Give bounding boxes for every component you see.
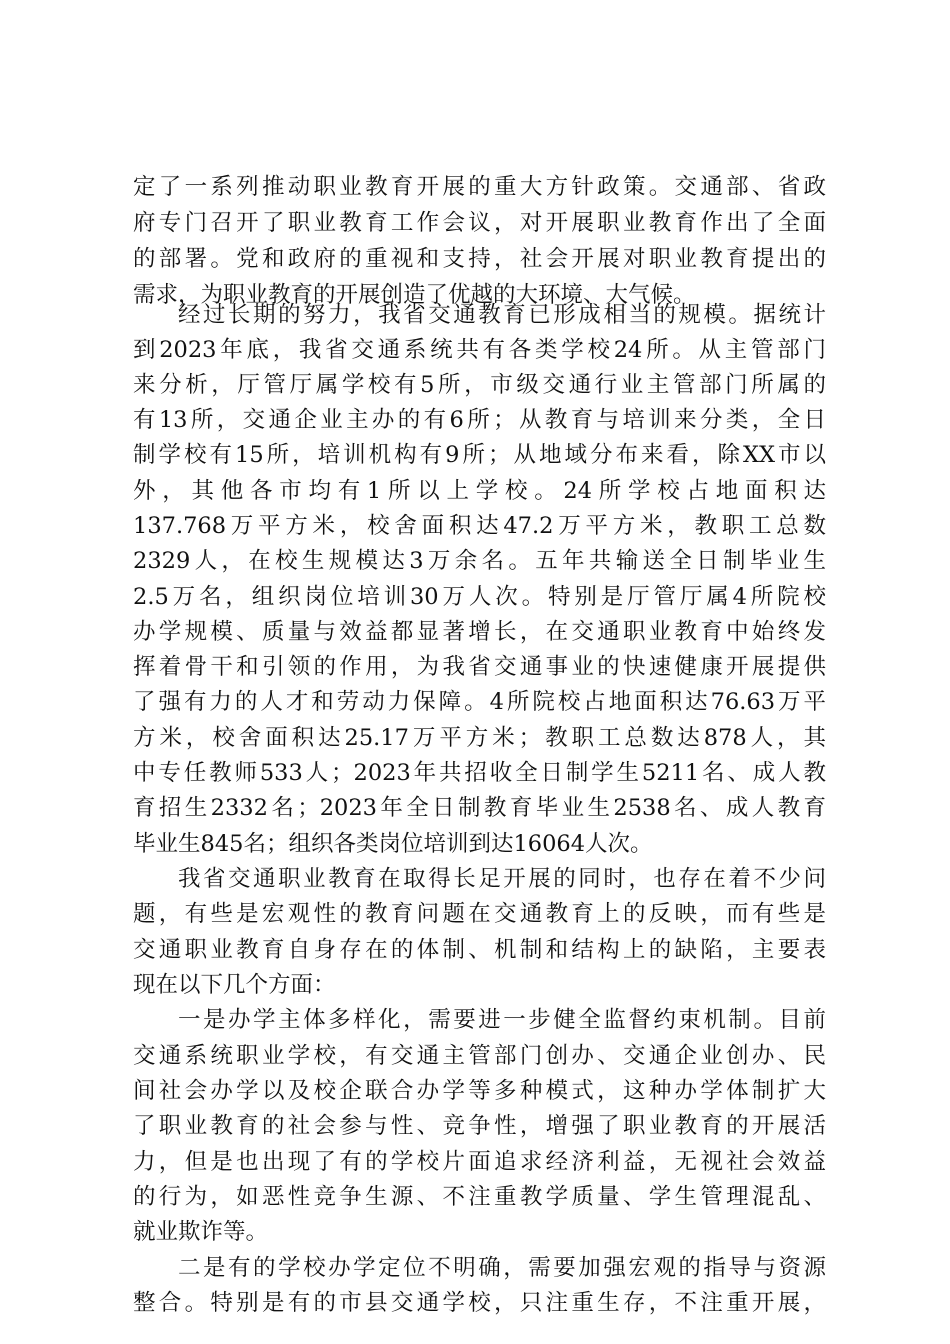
paragraph-first-line: 我省交通职业教育在取得长足开展的同时，也存在着不少问 xyxy=(178,866,826,892)
text-line: 现在以下几个方面： xyxy=(133,972,336,998)
text-line: 有13所，交通企业主办的有6所；从教育与培训来分类，全日 xyxy=(133,407,826,433)
text-line: 府专门召开了职业教育工作会议，对开展职业教育作出了全面 xyxy=(133,210,826,236)
text-line: 就业欺诈等。 xyxy=(133,1219,269,1245)
text-line: 方米，校舍面积达25.17万平方米；教职工总数达878人，其 xyxy=(133,725,826,751)
paragraph-first-line: 经过长期的努力，我省交通教育已形成相当的规模。据统计 xyxy=(178,302,826,328)
text-line: 整合。特别是有的市县交通学校，只注重生存，不注重开展， xyxy=(133,1290,826,1316)
text-line: 外，其他各市均有1所以上学校。24所学校占地面积达 xyxy=(133,478,826,504)
text-line: 定了一系列推动职业教育开展的重大方针政策。交通部、省政 xyxy=(133,174,826,200)
paragraph-first-line: 一是办学主体多样化，需要进一步健全监督约束机制。目前 xyxy=(178,1007,826,1033)
text-line: 间社会办学以及校企联合办学等多种模式，这种办学体制扩大 xyxy=(133,1078,826,1104)
text-line: 到2023年底，我省交通系统共有各类学校24所。从主管部门 xyxy=(133,337,826,363)
text-line: 题，有些是宏观性的教育问题在交通教育上的反映，而有些是 xyxy=(133,901,826,927)
text-line: 交通职业教育自身存在的体制、机制和结构上的缺陷，主要表 xyxy=(133,937,826,963)
text-line: 制学校有15所，培训机构有9所；从地域分布来看，除XX市以 xyxy=(133,442,826,468)
text-line: 2329人，在校生规模达3万余名。五年共输送全日制毕业生 xyxy=(133,548,826,574)
text-line: 毕业生845名；组织各类岗位培训到达16064人次。 xyxy=(133,831,653,857)
text-line: 的行为，如恶性竞争生源、不注重教学质量、学生管理混乱、 xyxy=(133,1184,826,1210)
text-line: 育招生2332名；2023年全日制教育毕业生2538名、成人教育 xyxy=(133,795,826,821)
text-line: 需求，为职业教育的开展创造了优越的大环境、大气候。 xyxy=(133,282,696,308)
text-line: 了职业教育的社会参与性、竞争性，增强了职业教育的开展活 xyxy=(133,1113,826,1139)
text-line: 137.768万平方米，校舍面积达47.2万平方米，教职工总数 xyxy=(133,513,826,539)
text-line: 力，但是也出现了有的学校片面追求经济利益，无视社会效益 xyxy=(133,1149,826,1175)
text-line: 交通系统职业学校，有交通主管部门创办、交通企业创办、民 xyxy=(133,1043,826,1069)
text-line: 挥着骨干和引领的作用，为我省交通事业的快速健康开展提供 xyxy=(133,654,826,680)
text-line: 了强有力的人才和劳动力保障。4所院校占地面积达76.63万平 xyxy=(133,689,826,715)
text-line: 的部署。党和政府的重视和支持，社会开展对职业教育提出的 xyxy=(133,246,826,272)
text-line: 来分析，厅管厅属学校有5所，市级交通行业主管部门所属的 xyxy=(133,372,826,398)
text-line: 中专任教师533人；2023年共招收全日制学生5211名、成人教 xyxy=(133,760,826,786)
text-line: 2.5万名，组织岗位培训30万人次。特别是厅管厅属4所院校 xyxy=(133,584,826,610)
paragraph-first-line: 二是有的学校办学定位不明确，需要加强宏观的指导与资源 xyxy=(178,1255,826,1281)
text-line: 办学规模、质量与效益都显著增长，在交通职业教育中始终发 xyxy=(133,619,826,645)
